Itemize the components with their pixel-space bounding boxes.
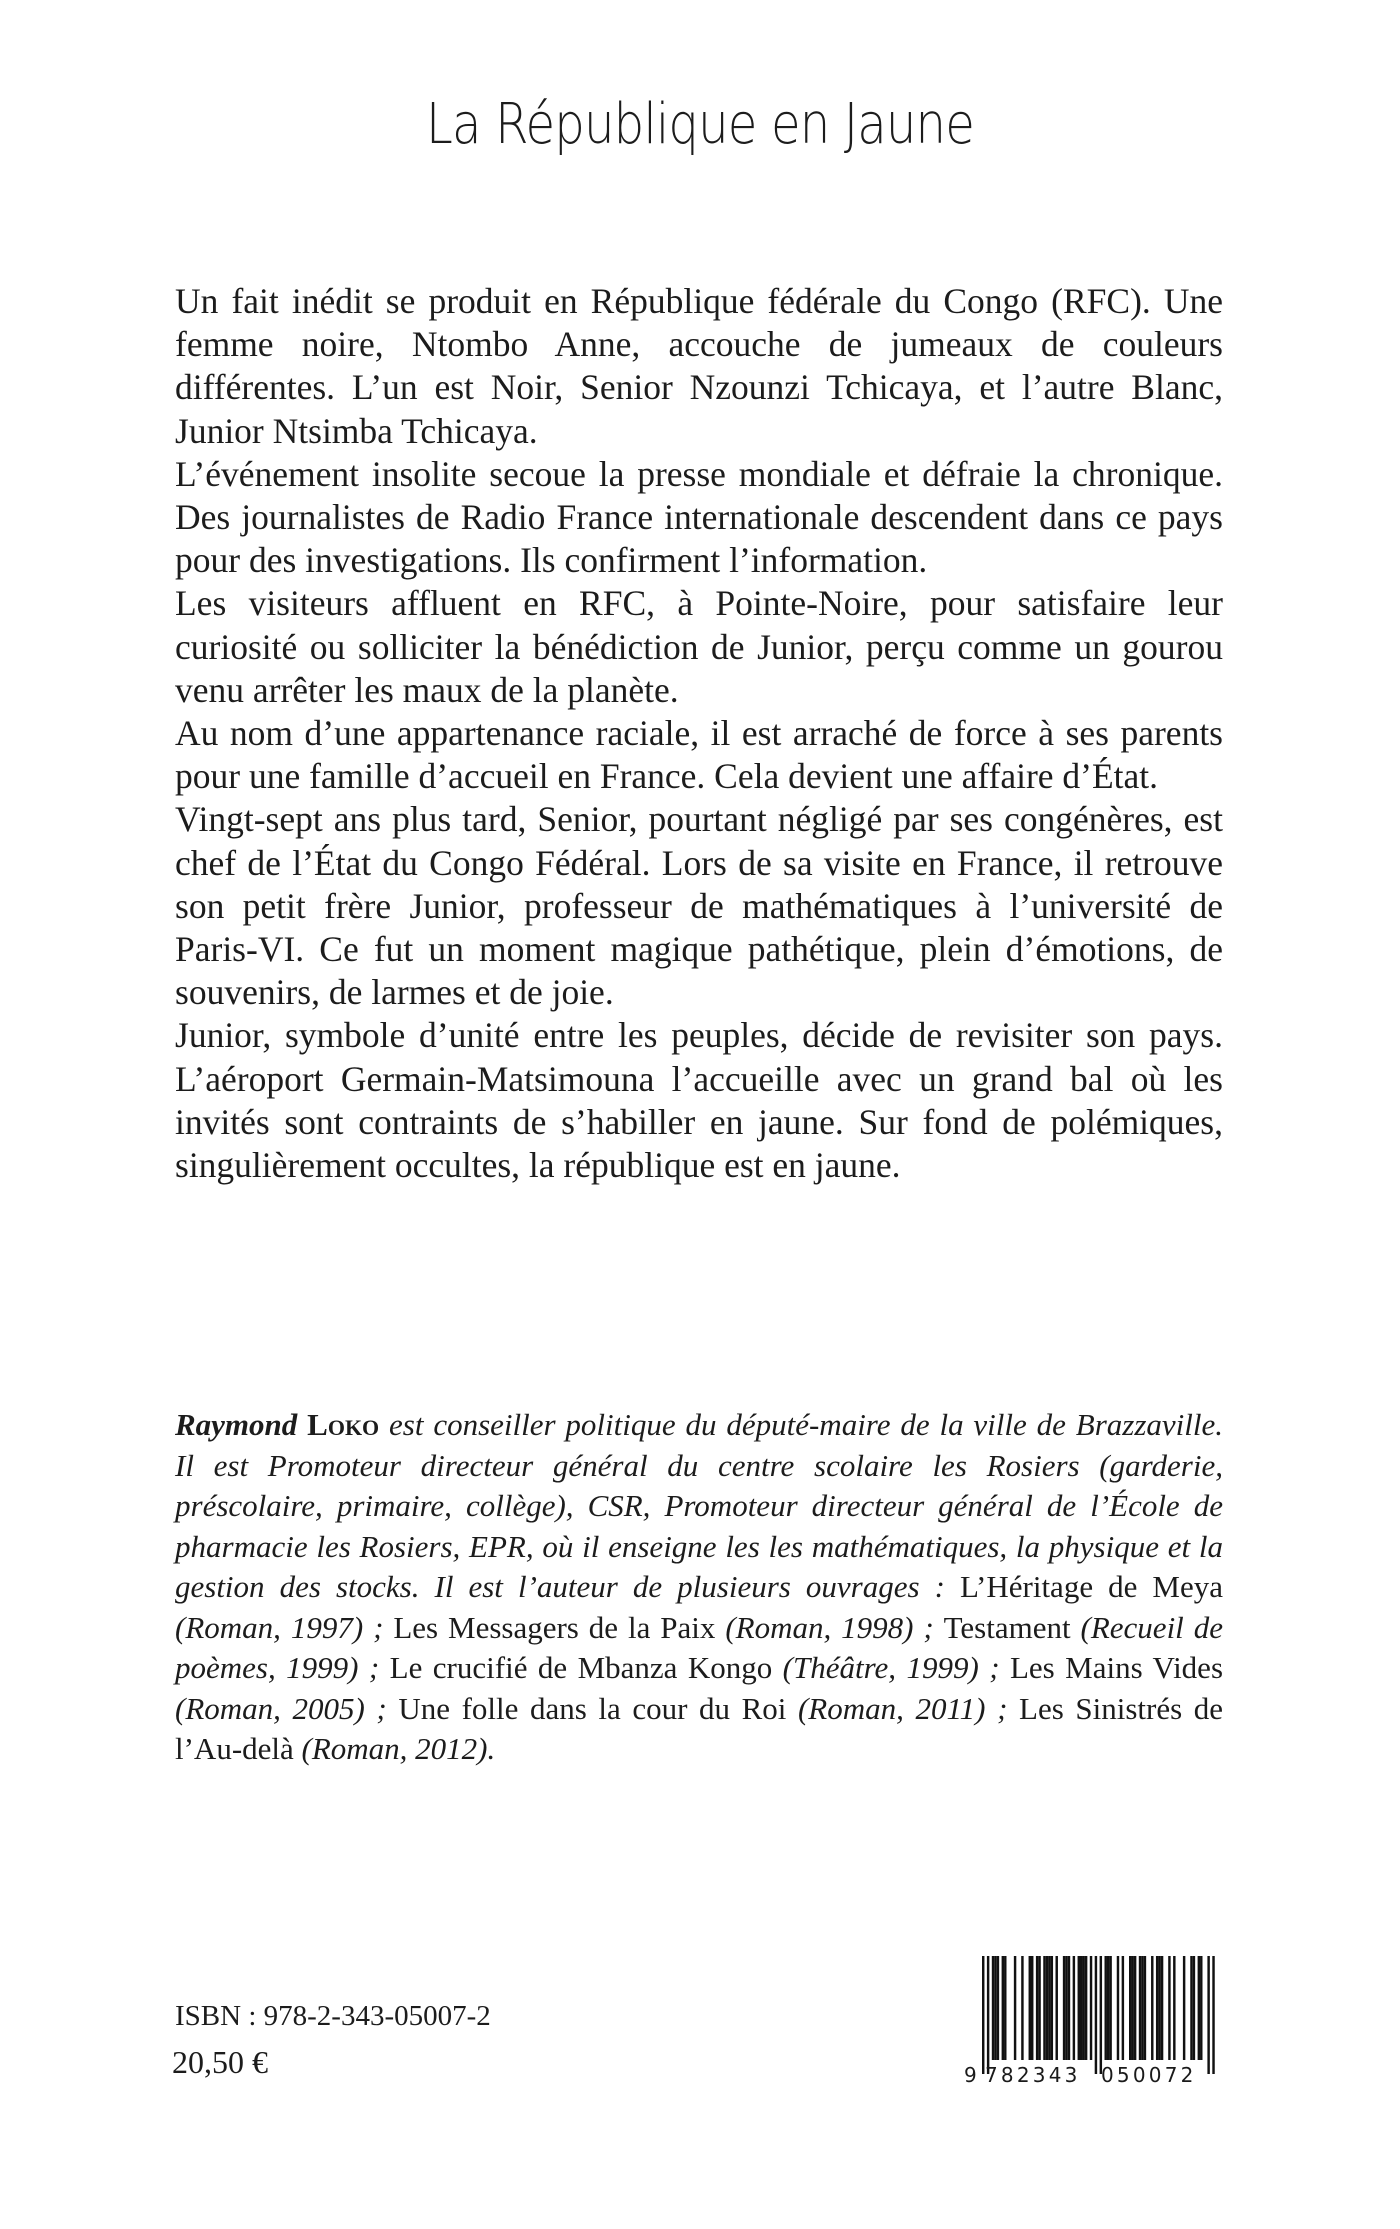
barcode-bar xyxy=(1068,1956,1070,2060)
barcode-bar xyxy=(1051,1956,1053,2060)
work-detail: (Roman, 2012) xyxy=(301,1731,488,1766)
barcode-bar xyxy=(992,1956,994,2060)
barcode-bar xyxy=(1131,1956,1133,2060)
work-detail: (Roman, 1998) xyxy=(725,1609,914,1645)
work-detail: (Roman, 2011) xyxy=(797,1690,986,1726)
barcode-bar xyxy=(1117,1956,1119,2060)
isbn-barcode xyxy=(952,1950,1227,2090)
work-title: Testament xyxy=(943,1609,1081,1645)
barcode-bar xyxy=(1048,1956,1050,2060)
barcode-bar xyxy=(1168,1956,1170,2060)
barcode-bars xyxy=(982,1956,1215,2074)
barcode-bar xyxy=(1100,1956,1102,2074)
barcode-bar xyxy=(1156,1956,1158,2060)
author-bio xyxy=(175,1405,1223,1770)
work-title: Une folle dans la cour du Roi xyxy=(398,1690,798,1726)
barcode-bar xyxy=(1095,1956,1097,2074)
barcode-bar xyxy=(1109,1956,1111,2060)
barcode-bar xyxy=(1141,1956,1143,2060)
barcode-bar xyxy=(1190,1956,1192,2060)
barcode-bar xyxy=(997,1956,999,2060)
book-title: La République en Jaune xyxy=(426,92,974,157)
barcode-bar xyxy=(1183,1956,1185,2060)
isbn: ISBN : 978-2-343-05007-2 xyxy=(175,2000,491,2032)
author-last-name: Loko xyxy=(307,1407,380,1442)
barcode-bar xyxy=(1021,1956,1023,2060)
work-separator: ; xyxy=(364,1690,399,1726)
work-title: Le crucifié de Mbanza Kongo xyxy=(389,1650,783,1685)
barcode-bar xyxy=(982,1956,984,2074)
barcode-bar xyxy=(1065,1956,1067,2060)
barcode-bar xyxy=(1014,1956,1016,2060)
barcode-bar xyxy=(1161,1956,1163,2060)
work-title: Les Messagers de la Paix xyxy=(393,1609,726,1645)
work-detail: (Théâtre, 1999) xyxy=(782,1650,979,1685)
barcode-digits-left: 782343 xyxy=(985,2063,1081,2087)
work-separator: ; xyxy=(358,1650,390,1685)
work-separator: ; xyxy=(363,1609,394,1645)
synopsis-paragraph: Junior, symbole d’unité entre les peuples, décide de revisiter son pays. L’aéroport Germain-Matsimouna l’accueille avec un grand bal où les invités sont contraints de s’habiller en jaune. Sur fond de polémiques, singulièrement occultes, la république est en jaune. xyxy=(175,1015,1223,1186)
barcode-bar xyxy=(994,1956,996,2060)
synopsis xyxy=(175,280,1223,1187)
synopsis-paragraph: Vingt-sept ans plus tard, Senior, pourtant négligé par ses congénères, est chef de l’État du Congo Fédéral. Lors de sa visite en France, il retrouve son petit frère Junior, professeur de mathématiques à l’université de Paris-VI. Ce fut un moment magique pathétique, plein d’émotions, de souvenirs, de larmes et de joie. xyxy=(175,799,1223,1013)
barcode-bar xyxy=(1029,1956,1031,2060)
barcode-bar xyxy=(1036,1956,1038,2060)
barcode-bar xyxy=(1139,1956,1141,2060)
barcode-bar xyxy=(1080,1956,1082,2060)
barcode-bar xyxy=(1158,1956,1160,2060)
synopsis-paragraph: Un fait inédit se produit en République fédérale du Congo (RFC). Une femme noire, Ntombo Anne, accouche de jumeaux de couleurs différentes. L’un est Noir, Senior Nzounzi Tchicaya, et l’autre Blanc, Junior Ntsimba Tchicaya. xyxy=(175,281,1223,451)
synopsis-paragraph: L’événement insolite secoue la presse mondiale et défraie la chronique. Des journalistes de Radio France internationale descendent dans ce pays pour des investigations. Ils confirment l’information. xyxy=(175,453,1223,581)
barcode-bar xyxy=(1073,1956,1075,2060)
barcode-bar xyxy=(1043,1956,1045,2060)
barcode-bar xyxy=(1134,1956,1136,2060)
barcode-bar xyxy=(1107,1956,1109,2060)
author-bio-intro: est conseiller politique du député-maire de la ville de Brazzaville. Il est Promoteur directeur général du centre scolaire les Rosiers (garderie, préscolaire, primaire, collège), CSR, Promoteur directeur général de l’École de pharmacie les Rosiers, EPR, où il enseigne les les mathématiques, la physique et la gestion des stocks. Il est l’auteur de plusieurs ouvrages : xyxy=(175,1407,1223,1604)
work-separator: ; xyxy=(985,1690,1020,1726)
barcode-bar xyxy=(1144,1956,1146,2060)
barcode-digits-right: 050072 xyxy=(1101,2063,1197,2087)
barcode-bar xyxy=(1082,1956,1084,2060)
barcode-digit-first: 9 xyxy=(964,2063,977,2087)
work-detail: (Roman, 2005) xyxy=(175,1690,365,1726)
barcode-bar xyxy=(1031,1956,1033,2060)
synopsis-paragraph: Les visiteurs affluent en RFC, à Pointe-Noire, pour satisfaire leur curiosité ou solliciter la bénédiction de Junior, perçu comme un gourou venu arrêter les maux de la planète. xyxy=(175,583,1223,710)
barcode-bar xyxy=(1212,1956,1214,2074)
barcode-bar xyxy=(1063,1956,1065,2060)
barcode-bar xyxy=(1085,1956,1087,2060)
barcode-bar xyxy=(1038,1956,1040,2060)
work-separator: ; xyxy=(978,1650,1010,1685)
work-detail: (Recueil de poèmes, 1999) xyxy=(175,1609,1223,1685)
barcode-bar xyxy=(1151,1956,1153,2060)
author-first-name: Raymond xyxy=(175,1407,298,1442)
barcode-bar xyxy=(1105,1956,1107,2060)
barcode-bar xyxy=(1122,1956,1124,2060)
barcode-bar xyxy=(1090,1956,1092,2060)
author-bio-paragraph xyxy=(175,1405,1223,1770)
work-separator: ; xyxy=(913,1609,944,1645)
barcode-bar xyxy=(1129,1956,1131,2060)
price: 20,50 € xyxy=(172,2044,268,2080)
barcode-bar xyxy=(1002,1956,1004,2060)
work-title: Les Mains Vides xyxy=(1009,1650,1224,1685)
barcode-bar xyxy=(1207,1956,1209,2074)
work-title: Les Sinistrés de l’Au-delà xyxy=(175,1690,1224,1766)
barcode-bar xyxy=(1004,1956,1006,2060)
work-title: L’Héritage de Meya xyxy=(959,1569,1224,1604)
barcode-bar xyxy=(1078,1956,1080,2060)
barcode-bar xyxy=(1198,1956,1200,2060)
barcode-bar xyxy=(1046,1956,1048,2060)
synopsis-paragraph: Au nom d’une appartenance raciale, il est arraché de force à ses parents pour une famille d’accueil en France. Cela devient une affaire d’État. xyxy=(175,713,1223,797)
barcode-bar xyxy=(1200,1956,1202,2060)
barcode-bar xyxy=(1056,1956,1058,2060)
work-separator: . xyxy=(487,1731,496,1766)
barcode-bar xyxy=(987,1956,989,2074)
barcode-bar xyxy=(1193,1956,1195,2060)
barcode-bar xyxy=(1173,1956,1175,2060)
work-detail: (Roman, 1997) xyxy=(175,1609,364,1645)
